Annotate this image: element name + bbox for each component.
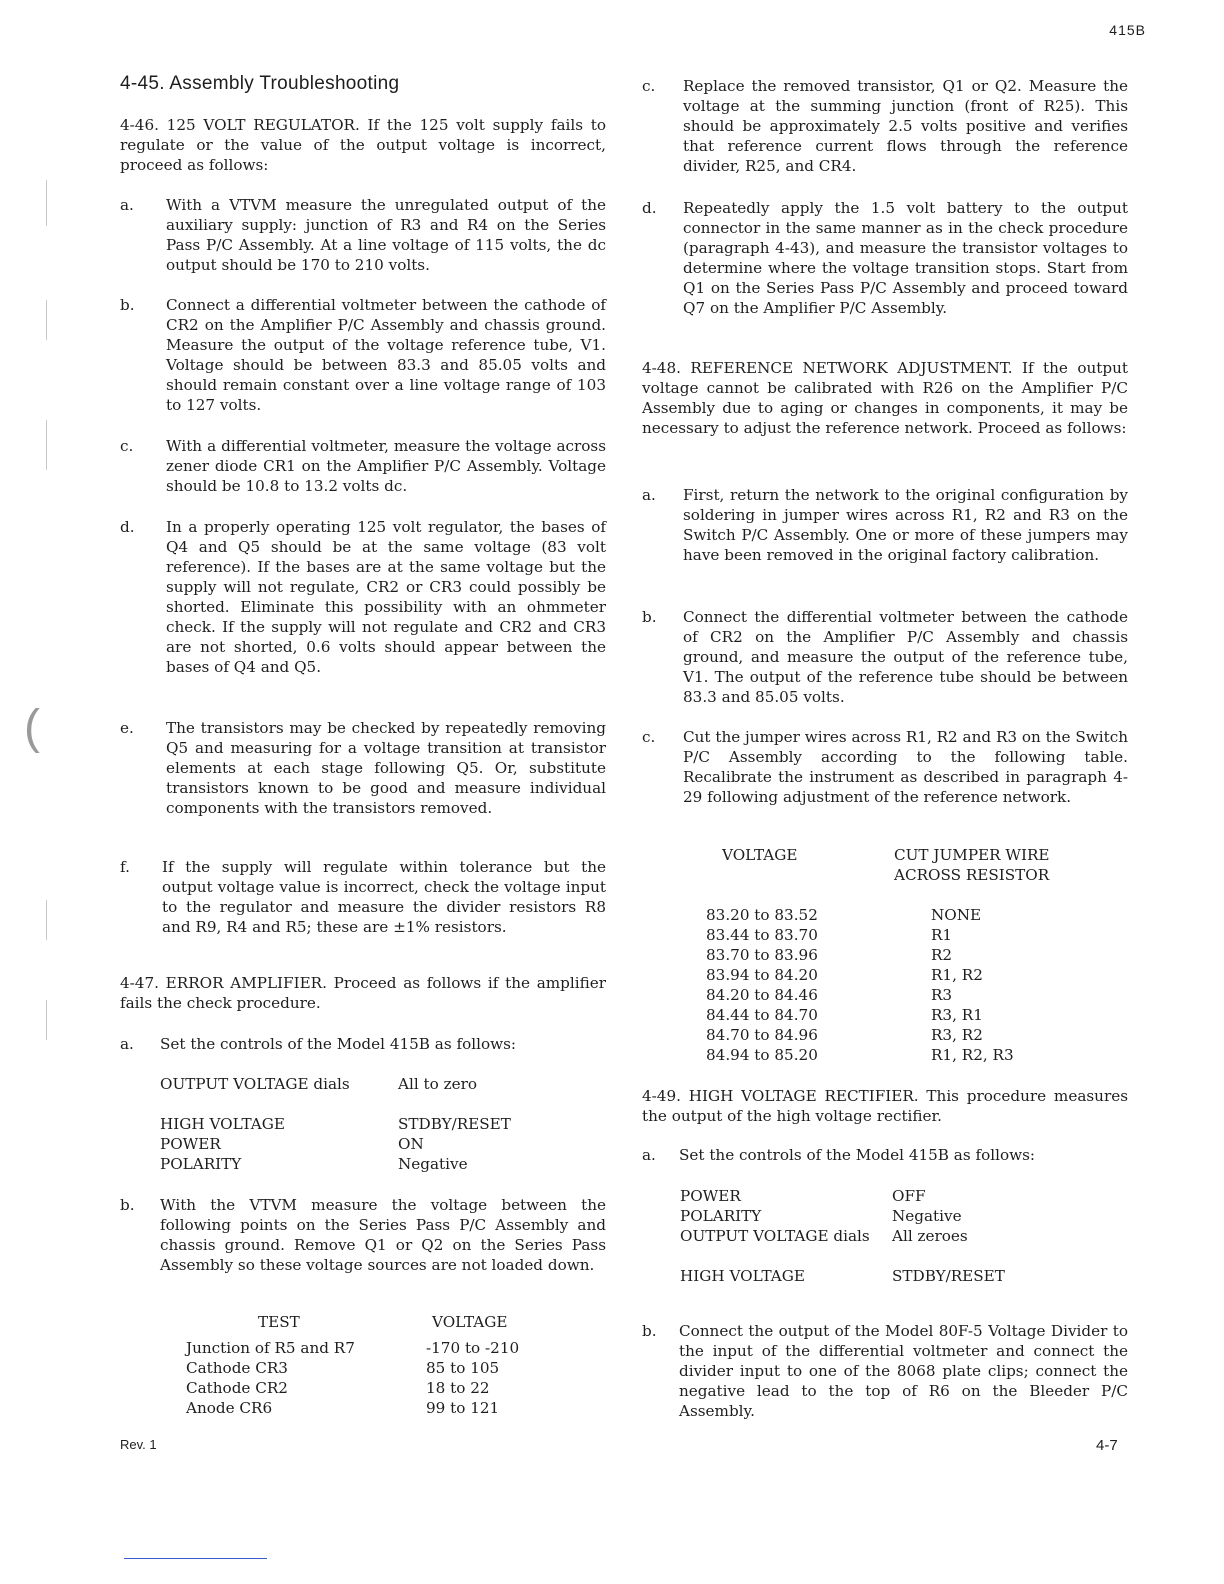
test-voltage: -170 to -210 — [426, 1339, 520, 1357]
table-row — [680, 1266, 1100, 1286]
control-setting: ON — [398, 1135, 424, 1153]
column-header: VOLTAGE — [432, 1313, 508, 1331]
table-row — [706, 945, 1106, 965]
list-item-label: c. — [642, 77, 656, 95]
column-header: TEST — [258, 1313, 300, 1331]
list-item — [642, 198, 1128, 318]
voltage-range: 83.70 to 83.96 — [706, 946, 818, 964]
table-row — [186, 1398, 586, 1418]
control-name: POWER — [160, 1135, 221, 1153]
test-point: Cathode CR2 — [186, 1379, 288, 1397]
list-item-text: Connect the differential voltmeter between the cathode of CR2 on the Amplifier P/C Assembly and chassis ground, and measure the output of the reference tube, V1. The output of the reference tube should be between 83.3 and 85.05 volts. — [683, 608, 1128, 706]
table-row — [706, 1045, 1106, 1065]
jumper-resistor: R3, R1 — [931, 1006, 983, 1024]
control-name: HIGH VOLTAGE — [160, 1115, 285, 1133]
table-row — [186, 1338, 586, 1358]
list-item — [120, 517, 606, 677]
list-item-text: Set the controls of the Model 415B as follows: — [160, 1035, 517, 1053]
list-item-label: d. — [120, 518, 135, 536]
list-item-text: Replace the removed transistor, Q1 or Q2. Measure the voltage at the summing junction (front of R25). This should be approximately 2.5 volts positive and verifies that reference current flows through the reference divider, R25, and CR4. — [683, 77, 1128, 175]
list-item — [642, 727, 1128, 807]
voltage-range: 84.20 to 84.46 — [706, 986, 818, 1004]
list-item-label: b. — [642, 1322, 657, 1340]
list-item-text: With a differential voltmeter, measure the voltage across zener diode CR1 on the Amplifier P/C Assembly. Voltage should be 10.8 to 13.2 volts dc. — [166, 437, 606, 495]
jumper-resistor: R1, R2 — [931, 966, 983, 984]
jumper-resistor: R1, R2, R3 — [931, 1046, 1014, 1064]
bottom-rule — [124, 1558, 267, 1559]
list-item — [120, 857, 606, 937]
scan-margin-mark — [46, 900, 47, 940]
list-item-label: b. — [120, 296, 135, 314]
control-setting: Negative — [892, 1207, 962, 1225]
paragraph-4-48: 4-48. REFERENCE NETWORK ADJUSTMENT. If the output voltage cannot be calibrated with R26 on the Amplifier P/C Assembly due to aging or changes in components, it may be necessary to adjust the reference network. Proceed as follows: — [642, 359, 1128, 437]
test-voltage: 18 to 22 — [426, 1379, 490, 1397]
voltage-range: 83.94 to 84.20 — [706, 966, 818, 984]
column-header: CUT JUMPER WIRE ACROSS RESISTOR — [894, 846, 1050, 884]
list-item — [642, 607, 1128, 707]
scan-margin-mark — [46, 1000, 47, 1040]
test-point: Cathode CR3 — [186, 1359, 288, 1377]
control-setting: All zeroes — [892, 1227, 968, 1245]
page-number-top: 415B — [1109, 22, 1146, 38]
list-item — [642, 485, 1128, 565]
voltage-range: 84.44 to 84.70 — [706, 1006, 818, 1024]
test-voltage: 85 to 105 — [426, 1359, 500, 1377]
table-row — [706, 1025, 1106, 1045]
control-name: POLARITY — [680, 1207, 762, 1225]
jumper-table — [706, 845, 1106, 1065]
controls-table-4-49 — [680, 1186, 1100, 1286]
table-header-row — [186, 1312, 586, 1338]
table-row — [680, 1226, 1100, 1266]
control-name: OUTPUT VOLTAGE dials — [680, 1227, 870, 1245]
list-item — [120, 1034, 606, 1054]
revision-footer: Rev. 1 — [120, 1437, 157, 1452]
paragraph-4-47: 4-47. ERROR AMPLIFIER. Proceed as follows if the amplifier fails the check procedure. — [120, 974, 606, 1012]
list-item-text: In a properly operating 125 volt regulator, the bases of Q4 and Q5 should be at the same voltage (83 volt reference). If the bases are at the same voltage but the supply will not regulate, CR2 or CR3 could possibly be shorted. Eliminate this possibility with an ohmmeter check. If the supply will not regulate and CR2 and CR3 are not shorted, 0.6 volts should appear between the bases of Q4 and Q5. — [166, 518, 606, 676]
list-item-label: b. — [120, 1196, 135, 1214]
control-setting: Negative — [398, 1155, 468, 1173]
list-item-text: Connect a differential voltmeter between the cathode of CR2 on the Amplifier P/C Assembly and chassis ground. Measure the output of the voltage reference tube, V1. Voltage should be between 83.3 and 85.05 volts and should remain constant over a line voltage range of 103 to 127 volts. — [166, 296, 606, 414]
list-item — [642, 1145, 1128, 1165]
list-item — [642, 1321, 1128, 1421]
control-setting: OFF — [892, 1187, 926, 1205]
control-name: POWER — [680, 1187, 741, 1205]
controls-table-4-47 — [160, 1074, 580, 1174]
table-row — [706, 925, 1106, 945]
table-row — [186, 1358, 586, 1378]
control-setting: All to zero — [398, 1075, 477, 1093]
table-row — [706, 965, 1106, 985]
table-header-row — [706, 845, 1106, 905]
control-name: HIGH VOLTAGE — [680, 1267, 805, 1285]
paragraph-4-46: 4-46. 125 VOLT REGULATOR. If the 125 volt supply fails to regulate or the value of the output voltage is incorrect, proceed as follows: — [120, 116, 606, 174]
table-row — [706, 985, 1106, 1005]
list-item — [120, 718, 606, 818]
jumper-resistor: R1 — [931, 926, 953, 944]
list-item-label: d. — [642, 199, 657, 217]
test-point: Anode CR6 — [186, 1399, 273, 1417]
list-item — [120, 436, 606, 496]
table-row — [160, 1074, 580, 1114]
list-item-text: The transistors may be checked by repeatedly removing Q5 and measuring for a voltage transition at transistor elements at each stage following Q5. Or, substitute transistors known to be good and measure individual components with the transistors removed. — [166, 719, 606, 817]
control-name: OUTPUT VOLTAGE dials — [160, 1075, 350, 1093]
list-item-label: a. — [642, 486, 656, 504]
table-row — [160, 1154, 580, 1174]
table-row — [706, 905, 1106, 925]
scan-margin-mark — [46, 420, 47, 470]
list-item-text: If the supply will regulate within tolerance but the output voltage value is incorrect, check the voltage input to the regulator and measure the divider resistors R8 and R9, R4 and R5; these are ±1% resistors. — [162, 858, 606, 936]
voltage-range: 84.70 to 84.96 — [706, 1026, 818, 1044]
list-item-label: c. — [120, 437, 134, 455]
scan-margin-mark — [46, 180, 47, 226]
list-item-label: a. — [120, 1035, 134, 1053]
list-item — [120, 1195, 606, 1275]
list-item-text: With a VTVM measure the unregulated output of the auxiliary supply: junction of R3 and R4 on the Series Pass P/C Assembly. At a line voltage of 115 volts, the dc output should be 170 to 210 volts. — [166, 196, 606, 274]
list-item-label: c. — [642, 728, 656, 746]
list-item-label: a. — [120, 196, 134, 214]
list-item-text: Cut the jumper wires across R1, R2 and R3 on the Switch P/C Assembly according to the following table. Recalibrate the instrument as described in paragraph 4-29 following adjustment of the reference network. — [683, 728, 1128, 806]
list-item — [120, 295, 606, 415]
list-item-label: f. — [120, 858, 130, 876]
jumper-resistor: NONE — [931, 906, 982, 924]
jumper-resistor: R3, R2 — [931, 1026, 983, 1044]
column-header: VOLTAGE — [722, 846, 798, 864]
test-point: Junction of R5 and R7 — [186, 1339, 355, 1357]
table-row — [160, 1134, 580, 1154]
list-item-text: First, return the network to the original configuration by soldering in jumper wires across R1, R2 and R3 on the Switch P/C Assembly. One or more of these jumpers may have been removed in the original factory calibration. — [683, 486, 1128, 564]
list-item-label: b. — [642, 608, 657, 626]
table-row — [680, 1186, 1100, 1206]
control-setting: STDBY/RESET — [398, 1115, 511, 1133]
list-item — [642, 76, 1128, 176]
list-item-text: Repeatedly apply the 1.5 volt battery to the output connector in the same manner as in the check procedure (paragraph 4-43), and measure the transistor voltages to determine where the voltage transition stops. Start from Q1 on the Series Pass P/C Assembly and proceed toward Q7 on the Amplifier P/C Assembly. — [683, 199, 1128, 317]
jumper-resistor: R3 — [931, 986, 953, 1004]
list-item-text: With the VTVM measure the voltage between the following points on the Series Pass P/C Assembly and chassis ground. Remove Q1 or Q2 on the Series Pass Assembly so these voltage sources are not loaded down. — [160, 1196, 606, 1274]
scan-margin-mark — [46, 300, 47, 340]
table-row — [186, 1378, 586, 1398]
list-item-label: a. — [642, 1146, 656, 1164]
control-name: POLARITY — [160, 1155, 242, 1173]
scan-margin-arc: ( — [24, 701, 40, 754]
paragraph-4-49: 4-49. HIGH VOLTAGE RECTIFIER. This procedure measures the output of the high voltage rectifier. — [642, 1087, 1128, 1125]
test-voltage: 99 to 121 — [426, 1399, 500, 1417]
jumper-resistor: R2 — [931, 946, 953, 964]
test-voltage-table — [186, 1312, 586, 1418]
table-row — [706, 1005, 1106, 1025]
voltage-range: 83.20 to 83.52 — [706, 906, 818, 924]
list-item-label: e. — [120, 719, 134, 737]
list-item-text: Connect the output of the Model 80F-5 Voltage Divider to the input of the differential voltmeter and connect the divider input to one of the 8068 plate clips; connect the negative lead to the top of R6 on the Bleeder P/C Assembly. — [679, 1322, 1128, 1420]
control-setting: STDBY/RESET — [892, 1267, 1005, 1285]
list-item — [120, 195, 606, 275]
table-row — [160, 1114, 580, 1134]
table-row — [680, 1206, 1100, 1226]
section-heading: 4-45. Assembly Troubleshooting — [120, 73, 400, 94]
list-item-text: Set the controls of the Model 415B as follows: — [679, 1146, 1036, 1164]
voltage-range: 83.44 to 83.70 — [706, 926, 818, 944]
page-number-footer: 4-7 — [1096, 1437, 1118, 1454]
voltage-range: 84.94 to 85.20 — [706, 1046, 818, 1064]
